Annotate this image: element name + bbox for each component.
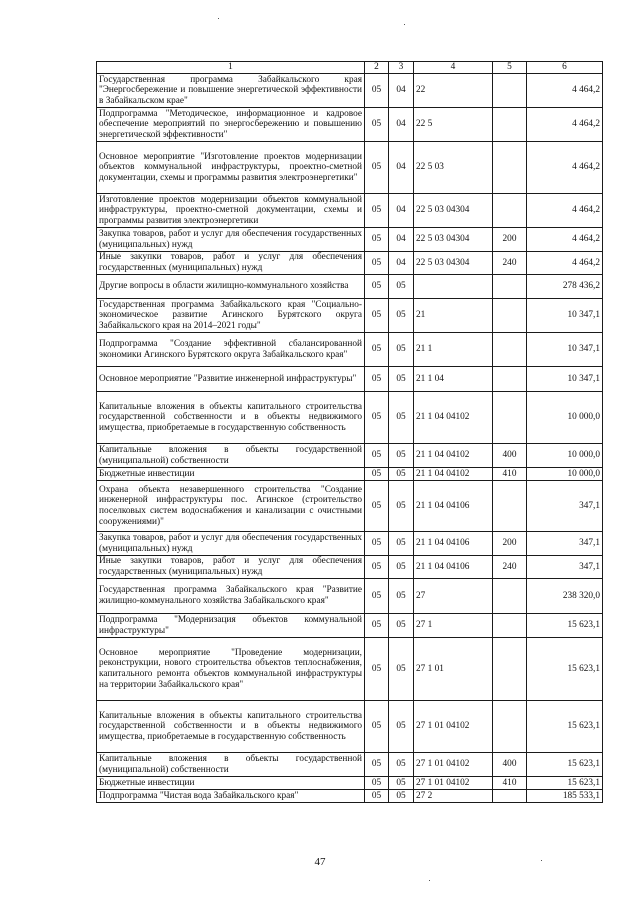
cell-subsection: 04 <box>389 194 414 228</box>
cell-subsection: 05 <box>389 614 414 638</box>
cell-target-article: 27 1 01 04102 <box>414 777 493 790</box>
table-row <box>97 701 603 753</box>
cell-name: Основное мероприятие "Развитие инженерной инфраструктуры" <box>97 367 365 392</box>
budget-table <box>96 61 603 803</box>
cell-amount: 15 623,1 <box>527 701 603 753</box>
cell-subsection: 05 <box>389 392 414 444</box>
cell-target-article: 22 5 03 04304 <box>414 194 493 228</box>
cell-name: Капитальные вложения в объекты государственной (муниципальной) собственности <box>97 444 365 468</box>
cell-target-article: 22 5 03 <box>414 142 493 194</box>
scan-speck <box>429 880 430 881</box>
cell-expense-type <box>493 481 527 532</box>
cell-subsection: 05 <box>389 701 414 753</box>
cell-name: Закупка товаров, работ и услуг для обеспечения государственных (муниципальных) нужд <box>97 532 365 556</box>
scan-speck <box>541 860 542 861</box>
header-col-4: 4 <box>414 62 493 74</box>
cell-target-article: 22 5 03 04304 <box>414 228 493 252</box>
cell-amount: 4 464,2 <box>527 194 603 228</box>
cell-subsection: 05 <box>389 444 414 468</box>
cell-expense-type <box>493 333 527 367</box>
cell-expense-type: 240 <box>493 556 527 579</box>
cell-name: Иные закупки товаров, работ и услуг для обеспечения государственных (муниципальных) нужд <box>97 556 365 579</box>
cell-section: 05 <box>365 108 389 142</box>
cell-section: 05 <box>365 228 389 252</box>
cell-expense-type <box>493 614 527 638</box>
cell-target-article: 21 1 04 04106 <box>414 481 493 532</box>
cell-subsection: 05 <box>389 468 414 481</box>
cell-target-article: 27 1 01 04102 <box>414 701 493 753</box>
cell-amount: 10 000,0 <box>527 468 603 481</box>
cell-subsection: 05 <box>389 333 414 367</box>
cell-amount: 10 347,1 <box>527 367 603 392</box>
table-row <box>97 333 603 367</box>
cell-section: 05 <box>365 638 389 701</box>
cell-section: 05 <box>365 532 389 556</box>
cell-name: Государственная программа Забайкальского края "Энергосбережение и повышение энергетической эффективности в Забайкальском крае" <box>97 74 365 108</box>
cell-subsection: 04 <box>389 228 414 252</box>
cell-section: 05 <box>365 142 389 194</box>
cell-expense-type <box>493 299 527 333</box>
cell-subsection: 05 <box>389 367 414 392</box>
cell-subsection: 05 <box>389 481 414 532</box>
cell-section: 05 <box>365 367 389 392</box>
cell-section: 05 <box>365 701 389 753</box>
cell-target-article: 27 1 01 04102 <box>414 753 493 777</box>
cell-section: 05 <box>365 777 389 790</box>
cell-section: 05 <box>365 556 389 579</box>
cell-name: Охрана объекта незавершенного строительства "Создание инженерной инфраструктуры пос. Агинское (строительство поселковых систем водоснабжения и канализации с очистными сооружениями)" <box>97 481 365 532</box>
cell-target-article: 21 1 04 04106 <box>414 556 493 579</box>
cell-expense-type <box>493 108 527 142</box>
cell-target-article: 27 1 01 <box>414 638 493 701</box>
cell-expense-type <box>493 638 527 701</box>
table-row <box>97 481 603 532</box>
cell-target-article: 21 <box>414 299 493 333</box>
cell-amount: 15 623,1 <box>527 638 603 701</box>
table-row <box>97 108 603 142</box>
table-row <box>97 392 603 444</box>
table-row <box>97 532 603 556</box>
cell-section: 05 <box>365 299 389 333</box>
cell-expense-type <box>493 790 527 803</box>
header-col-1: 1 <box>97 62 365 74</box>
scan-speck <box>404 24 405 25</box>
cell-name: Бюджетные инвестиции <box>97 777 365 790</box>
cell-amount: 4 464,2 <box>527 74 603 108</box>
cell-subsection: 05 <box>389 556 414 579</box>
table-row <box>97 777 603 790</box>
cell-name: Бюджетные инвестиции <box>97 468 365 481</box>
cell-section: 05 <box>365 275 389 299</box>
cell-target-article: 27 1 <box>414 614 493 638</box>
cell-target-article: 21 1 04 04106 <box>414 532 493 556</box>
table-header-row <box>97 62 603 74</box>
cell-expense-type: 410 <box>493 777 527 790</box>
cell-section: 05 <box>365 468 389 481</box>
cell-expense-type <box>493 579 527 614</box>
cell-target-article: 21 1 <box>414 333 493 367</box>
cell-name: Другие вопросы в области жилищно-коммунального хозяйства <box>97 275 365 299</box>
cell-expense-type: 200 <box>493 532 527 556</box>
table-row <box>97 194 603 228</box>
cell-subsection: 04 <box>389 142 414 194</box>
cell-amount: 4 464,2 <box>527 108 603 142</box>
cell-amount: 10 000,0 <box>527 392 603 444</box>
cell-expense-type <box>493 275 527 299</box>
cell-amount: 4 464,2 <box>527 228 603 252</box>
scan-speck <box>218 18 219 19</box>
cell-expense-type: 410 <box>493 468 527 481</box>
cell-section: 05 <box>365 392 389 444</box>
cell-amount: 347,1 <box>527 481 603 532</box>
cell-section: 05 <box>365 194 389 228</box>
cell-name: Подпрограмма "Модернизация объектов коммунальной инфраструктуры" <box>97 614 365 638</box>
cell-subsection: 05 <box>389 753 414 777</box>
cell-subsection: 04 <box>389 74 414 108</box>
header-col-6: 6 <box>527 62 603 74</box>
cell-target-article: 22 5 03 04304 <box>414 252 493 275</box>
table-row <box>97 275 603 299</box>
table-row <box>97 753 603 777</box>
table-row <box>97 142 603 194</box>
cell-name: Подпрограмма "Методическое, информационное и кадровое обеспечение мероприятий по энергосбережению и повышению энергетической эффективности" <box>97 108 365 142</box>
cell-target-article: 21 1 04 <box>414 367 493 392</box>
cell-name: Подпрограмма "Создание эффективной сбалансированной экономики Агинского Бурятского округа Забайкальского края" <box>97 333 365 367</box>
table-row <box>97 468 603 481</box>
cell-subsection: 05 <box>389 299 414 333</box>
table-row <box>97 252 603 275</box>
cell-amount: 4 464,2 <box>527 252 603 275</box>
cell-target-article: 22 5 <box>414 108 493 142</box>
cell-section: 05 <box>365 252 389 275</box>
cell-subsection: 05 <box>389 790 414 803</box>
cell-expense-type: 400 <box>493 753 527 777</box>
cell-section: 05 <box>365 614 389 638</box>
cell-subsection: 04 <box>389 108 414 142</box>
cell-target-article: 21 1 04 04102 <box>414 468 493 481</box>
cell-subsection: 05 <box>389 579 414 614</box>
cell-name: Основное мероприятие "Изготовление проектов модернизации объектов коммунальной инфраструктуры, проектно-сметной документации, схемы и программы развития электроэнергетики" <box>97 142 365 194</box>
header-col-3: 3 <box>389 62 414 74</box>
cell-expense-type <box>493 392 527 444</box>
cell-section: 05 <box>365 444 389 468</box>
cell-amount: 238 320,0 <box>527 579 603 614</box>
cell-section: 05 <box>365 481 389 532</box>
cell-amount: 347,1 <box>527 532 603 556</box>
cell-expense-type <box>493 367 527 392</box>
cell-amount: 185 533,1 <box>527 790 603 803</box>
cell-subsection: 04 <box>389 252 414 275</box>
table-body <box>97 74 603 803</box>
table-row <box>97 228 603 252</box>
cell-expense-type: 240 <box>493 252 527 275</box>
cell-expense-type <box>493 142 527 194</box>
cell-name: Капитальные вложения в объекты капитального строительства государственной собственности и в объекты недвижимого имущества, приобретаемые в государственную собственность <box>97 701 365 753</box>
cell-subsection: 05 <box>389 532 414 556</box>
cell-amount: 15 623,1 <box>527 614 603 638</box>
cell-expense-type <box>493 194 527 228</box>
cell-amount: 278 436,2 <box>527 275 603 299</box>
header-col-5: 5 <box>493 62 527 74</box>
cell-expense-type <box>493 74 527 108</box>
cell-amount: 10 347,1 <box>527 299 603 333</box>
cell-amount: 347,1 <box>527 556 603 579</box>
cell-section: 05 <box>365 753 389 777</box>
cell-subsection: 05 <box>389 638 414 701</box>
cell-name: Основное мероприятие "Проведение модернизации, реконструкции, нового строительства объектов теплоснабжения, капитального ремонта объектов коммунальной инфраструктуры на территории Забайкальского края" <box>97 638 365 701</box>
header-col-2: 2 <box>365 62 389 74</box>
page-number: 47 <box>314 856 326 868</box>
cell-name: Государственная программа Забайкальского края "Социально-экономическое развитие Агинского Бурятского округа Забайкальского края на 2014–2021 годы" <box>97 299 365 333</box>
cell-name: Государственная программа Забайкальского края "Развитие жилищно-коммунального хозяйства Забайкальского края" <box>97 579 365 614</box>
cell-target-article <box>414 275 493 299</box>
table-row <box>97 74 603 108</box>
table-row <box>97 367 603 392</box>
cell-name: Подпрограмма "Чистая вода Забайкальского края" <box>97 790 365 803</box>
cell-name: Капитальные вложения в объекты государственной (муниципальной) собственности <box>97 753 365 777</box>
cell-amount: 10 000,0 <box>527 444 603 468</box>
cell-target-article: 27 2 <box>414 790 493 803</box>
cell-expense-type: 400 <box>493 444 527 468</box>
cell-section: 05 <box>365 333 389 367</box>
cell-section: 05 <box>365 74 389 108</box>
cell-name: Изготовление проектов модернизации объектов коммунальной инфраструктуры, проектно-сметной документации, схемы и программы развития электроэнергетики <box>97 194 365 228</box>
table-row <box>97 299 603 333</box>
table-row <box>97 790 603 803</box>
table-row <box>97 579 603 614</box>
cell-target-article: 27 <box>414 579 493 614</box>
table-row <box>97 556 603 579</box>
cell-expense-type: 200 <box>493 228 527 252</box>
cell-target-article: 21 1 04 04102 <box>414 444 493 468</box>
cell-target-article: 21 1 04 04102 <box>414 392 493 444</box>
cell-subsection: 05 <box>389 777 414 790</box>
cell-name: Капитальные вложения в объекты капитального строительства государственной собственности и в объекты недвижимого имущества, приобретаемые в государственную собственность <box>97 392 365 444</box>
table-row <box>97 638 603 701</box>
cell-section: 05 <box>365 790 389 803</box>
cell-name: Закупка товаров, работ и услуг для обеспечения государственных (муниципальных) нужд <box>97 228 365 252</box>
table-row <box>97 614 603 638</box>
cell-amount: 15 623,1 <box>527 777 603 790</box>
cell-target-article: 22 <box>414 74 493 108</box>
cell-amount: 10 347,1 <box>527 333 603 367</box>
table-row <box>97 444 603 468</box>
cell-amount: 15 623,1 <box>527 753 603 777</box>
cell-expense-type <box>493 701 527 753</box>
cell-subsection: 05 <box>389 275 414 299</box>
cell-name: Иные закупки товаров, работ и услуг для обеспечения государственных (муниципальных) нужд <box>97 252 365 275</box>
cell-amount: 4 464,2 <box>527 142 603 194</box>
cell-section: 05 <box>365 579 389 614</box>
